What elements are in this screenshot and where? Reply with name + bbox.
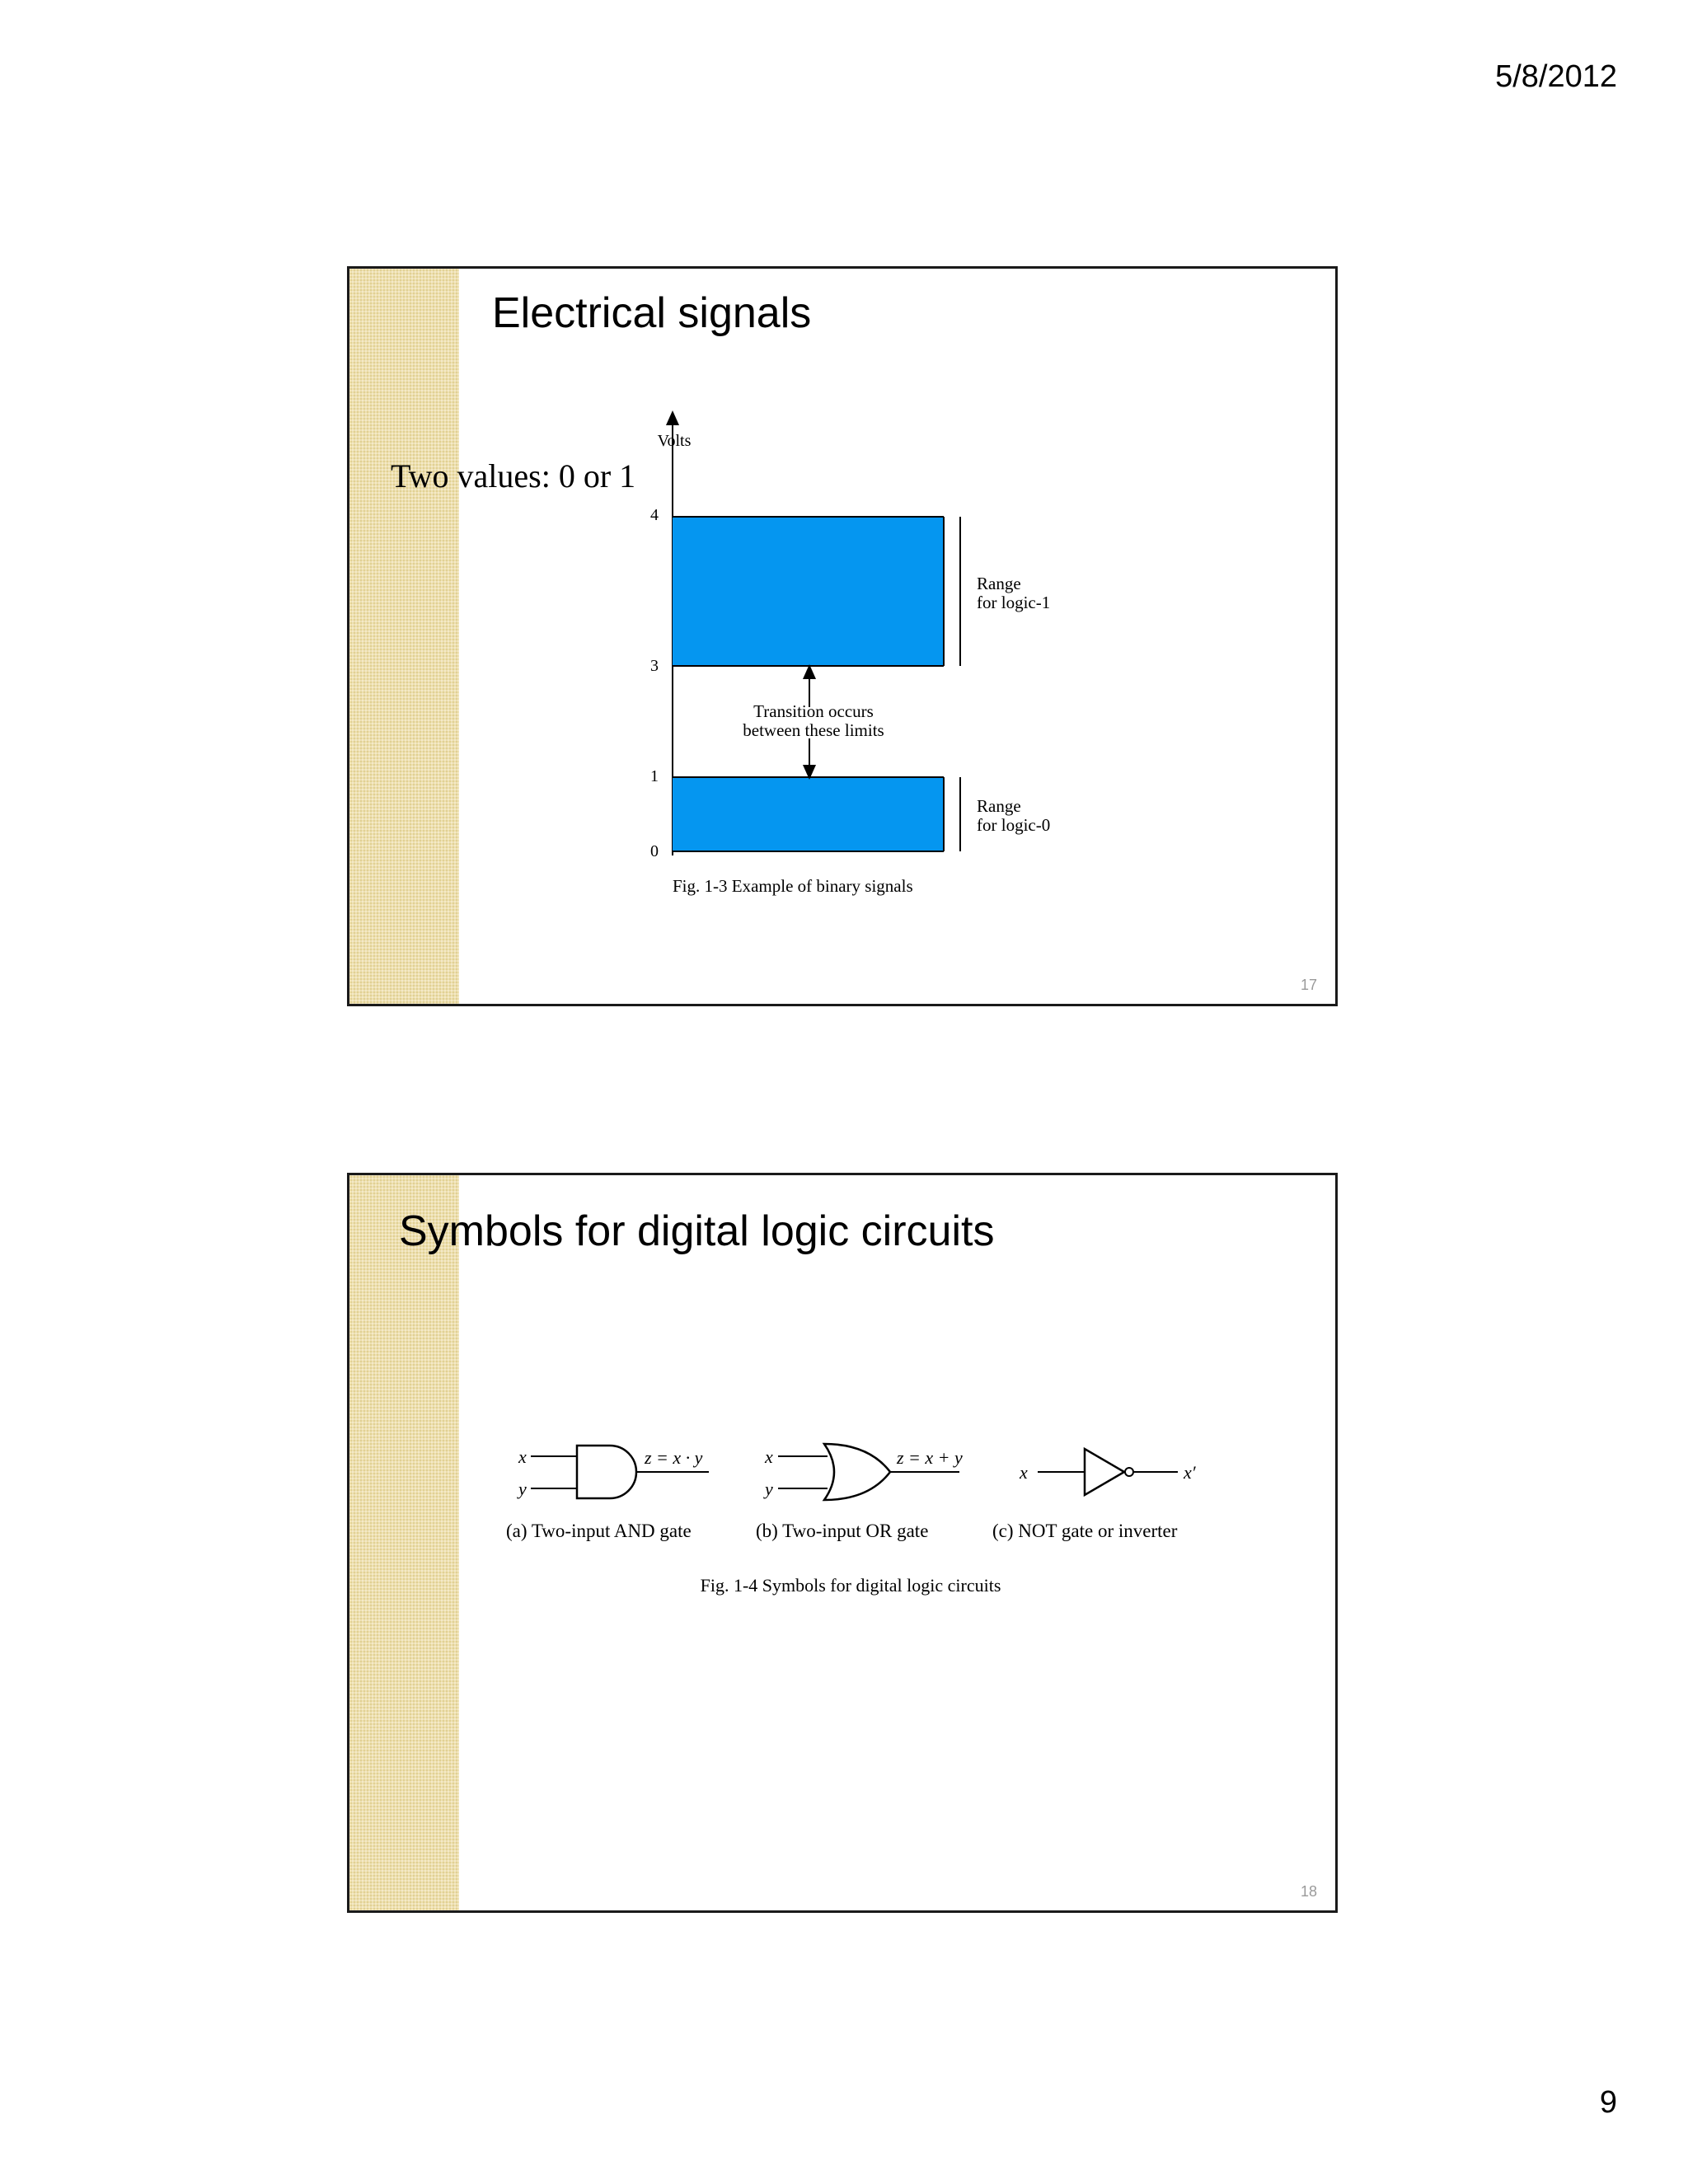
slide-logic-symbols — [347, 1173, 1338, 1913]
not-gate-caption: (c) NOT gate or inverter — [992, 1521, 1178, 1541]
range-logic-1-label: Range — [977, 574, 1021, 593]
range-logic-0-label-2: for logic-0 — [977, 815, 1051, 835]
or-input-y: y — [765, 1479, 773, 1499]
page-date: 5/8/2012 — [1495, 59, 1617, 94]
tick-label-1: 1 — [650, 767, 659, 785]
page-number: 9 — [1599, 2085, 1617, 2120]
not-input-x: x — [1020, 1462, 1028, 1483]
and-output-label: z = x · y — [645, 1447, 703, 1468]
or-input-x: x — [765, 1446, 773, 1467]
figure-caption: Fig. 1-4 Symbols for digital logic circuits — [700, 1575, 1001, 1596]
slide-number: 18 — [1300, 1883, 1317, 1900]
logic-1-range-bar — [673, 517, 944, 666]
range-logic-1-label-2: for logic-1 — [977, 593, 1051, 612]
figure-caption: Fig. 1-3 Example of binary signals — [673, 876, 913, 896]
slide-number: 17 — [1300, 977, 1317, 993]
and-input-y: y — [518, 1479, 527, 1499]
transition-label-2: between these limits — [743, 720, 884, 740]
axis-label: Volts — [657, 432, 692, 450]
transition-label: Transition occurs — [753, 701, 874, 721]
and-gate-caption: (a) Two-input AND gate — [506, 1521, 692, 1541]
range-logic-0-label: Range — [977, 796, 1021, 816]
binary-signals-figure — [349, 269, 1338, 1006]
or-gate-symbol — [756, 1444, 963, 1541]
tick-label-4: 4 — [650, 506, 659, 524]
not-output-label: x′ — [1184, 1462, 1196, 1483]
bullet-text: Two values: 0 or 1 — [391, 457, 636, 494]
slide-title: Symbols for digital logic circuits — [399, 1207, 995, 1255]
slide-electrical-signals — [347, 266, 1338, 1006]
logic-symbols-figure — [349, 1175, 1338, 1913]
and-input-x: x — [518, 1446, 527, 1467]
and-gate-symbol — [506, 1446, 709, 1541]
logic-0-range-bar — [673, 777, 944, 851]
tick-label-0: 0 — [650, 842, 659, 860]
or-output-label: z = x + y — [897, 1447, 963, 1468]
not-gate-symbol — [992, 1449, 1197, 1541]
slide-title: Electrical signals — [492, 289, 812, 337]
or-gate-caption: (b) Two-input OR gate — [756, 1521, 929, 1541]
tick-label-3: 3 — [650, 657, 659, 675]
